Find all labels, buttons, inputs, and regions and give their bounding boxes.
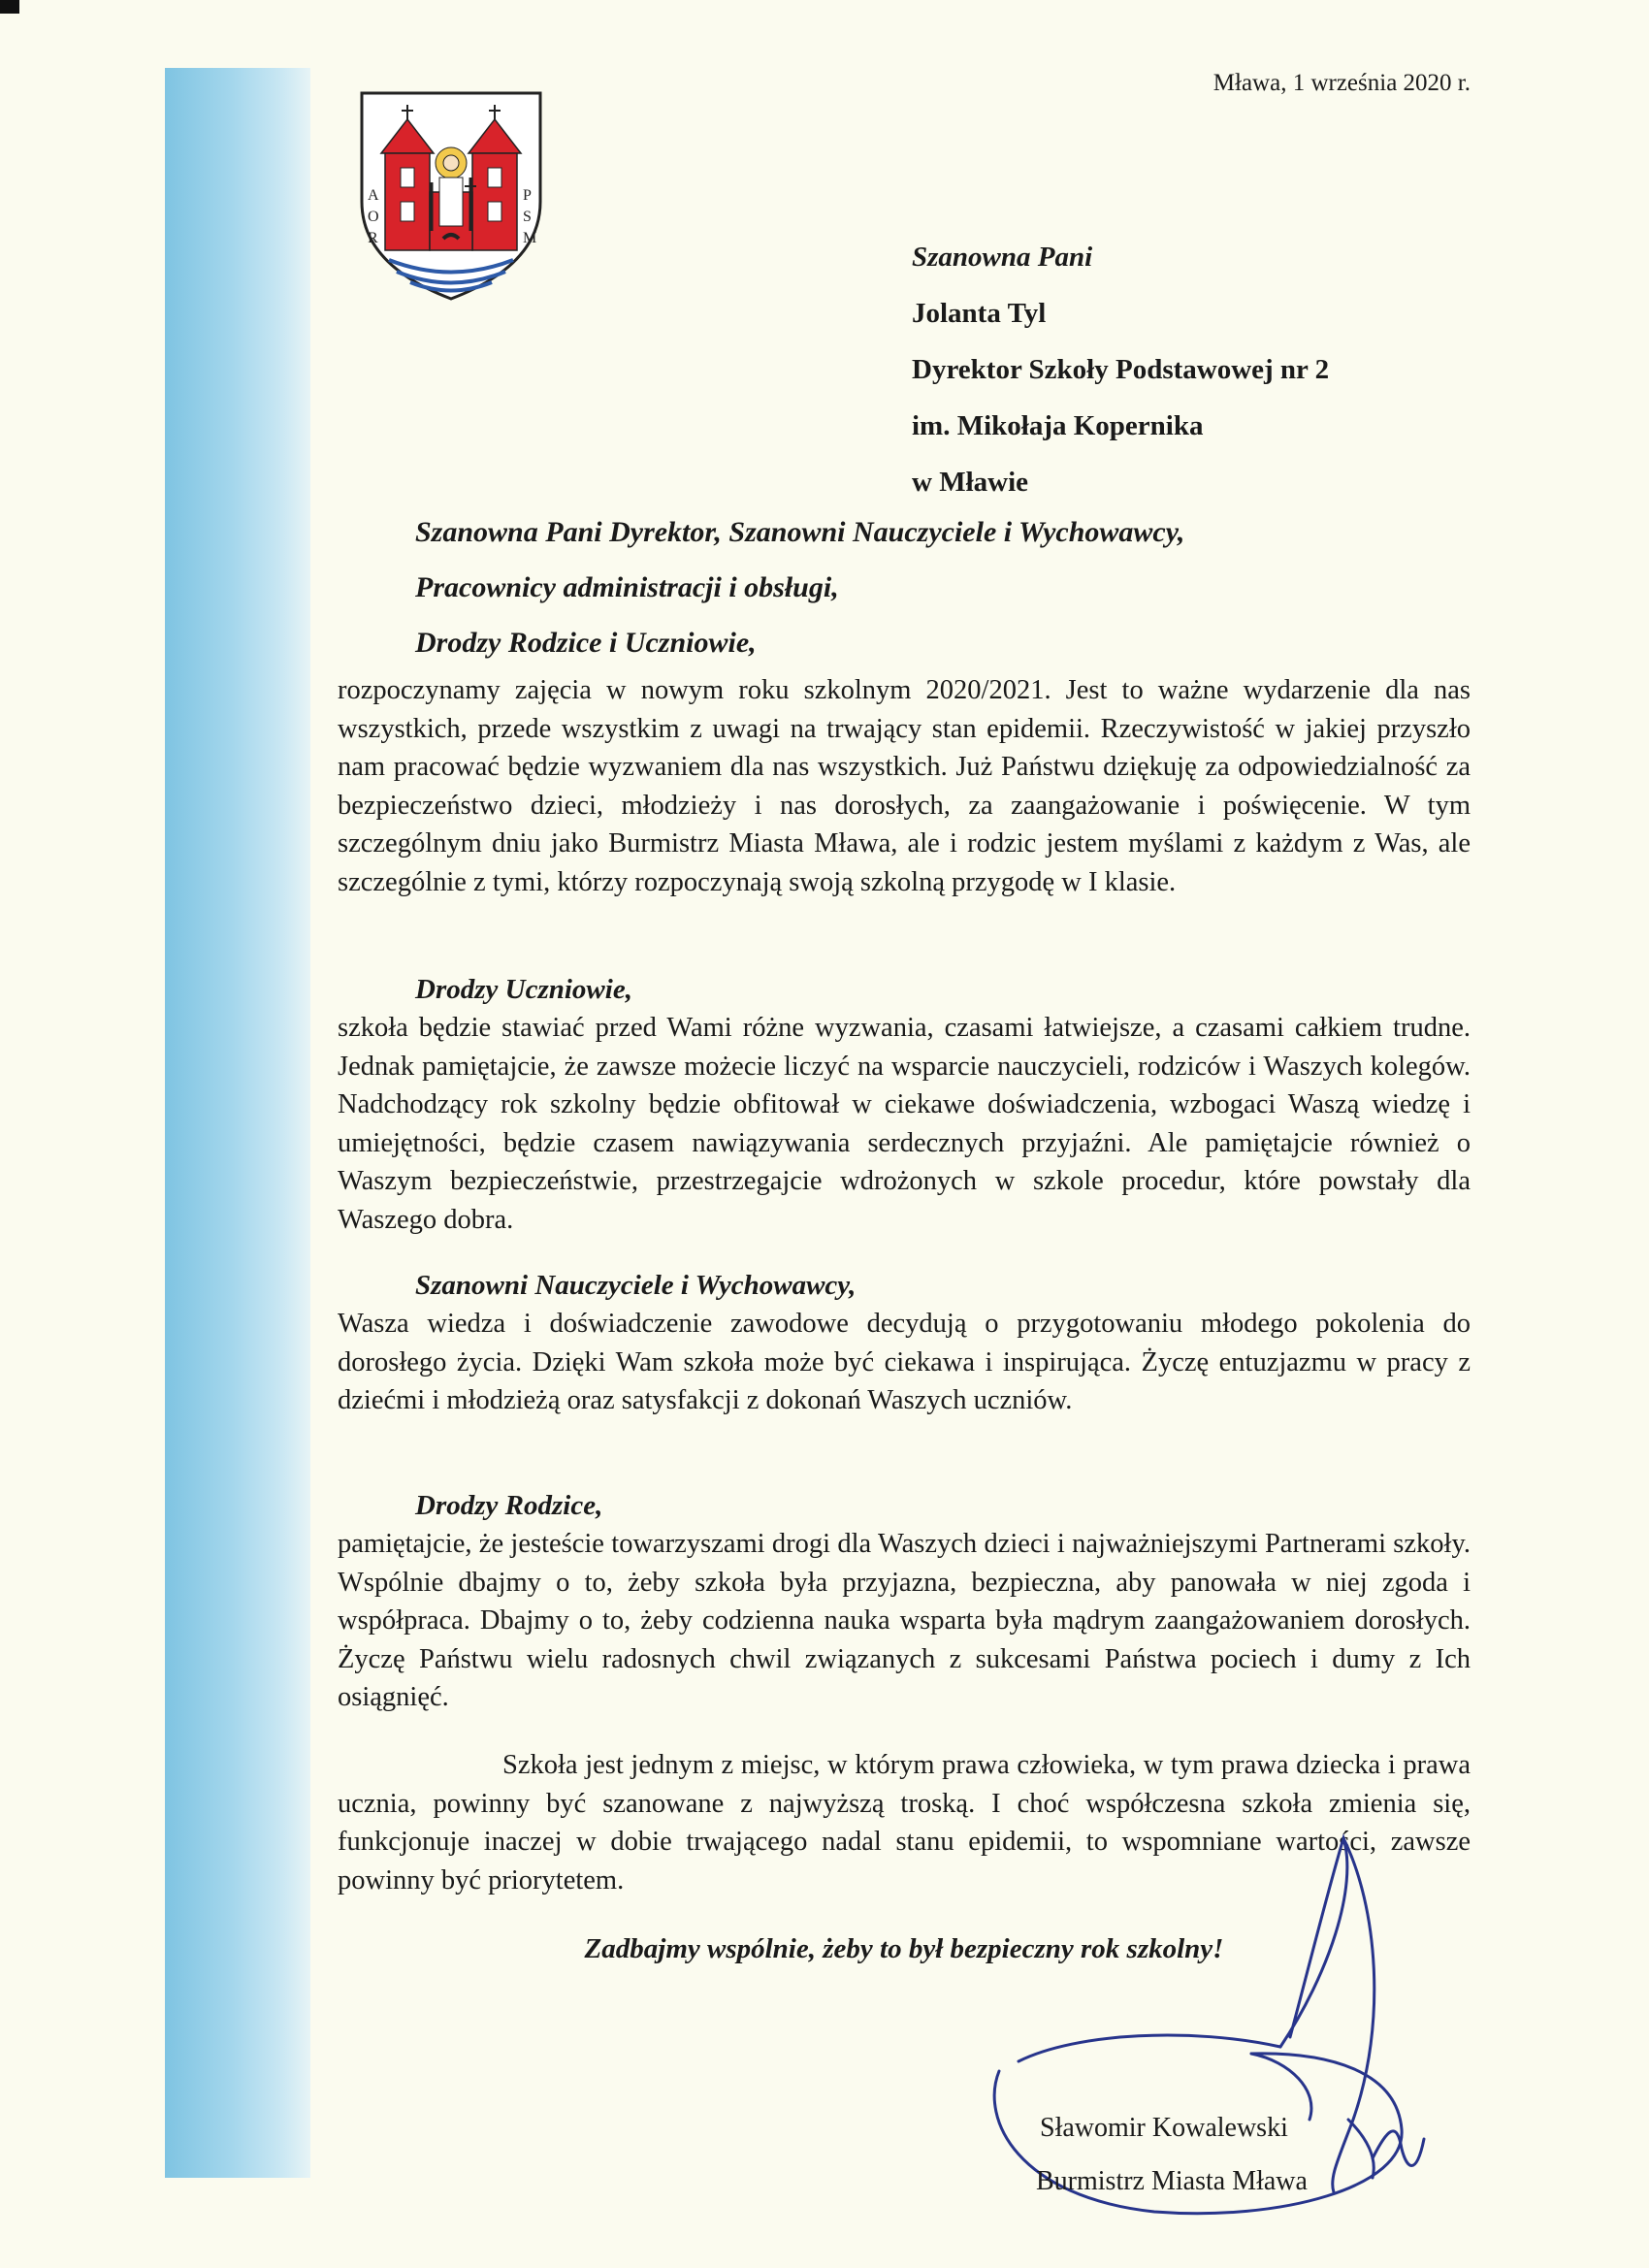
intro-paragraph: rozpoczynamy zajęcia w nowym roku szkolnym 2020/2021. Jest to ważne wydarzenie dla nas wszystkich, przede wszystkim z uwagi na trwający stan epidemii. Rzeczywistość w jakiej przyszło nam pracować będzie wyzwaniem dla nas wszystkich. Już Państwu dziękuję za odpowiedzialność za bezpieczeństwo dzieci, młodzieży i nas dorosłych, za zaangażowanie i poświęcenie. W tym szczególnym dniu jako Burmistrz Miasta Mława, ale i rodzic jestem myślami z każdym z Was, ale szczególnie z tymi, którzy rozpoczynają swoją szkolną przygodę w I klasie. <box>338 675 1471 897</box>
recipient-position: Dyrektor Szkoły Podstawowej nr 2 <box>912 354 1330 385</box>
greeting-line-3: Drodzy Rodzice i Uczniowie, <box>415 627 757 659</box>
recipient-salutation: Szanowna Pani <box>912 242 1093 273</box>
crest-letter-o: O <box>368 209 379 225</box>
teachers-paragraph: Wasza wiedza i doświadczenie zawodowe decydują o przygotowaniu młodego pokolenia do dorosłego życia. Dzięki Wam szkoła może być ciekawa i inspirująca. Życzę entuzjazmu w pracy z dziećmi i młodzieżą oraz satysfakcji z dokonań Waszych uczniów. <box>338 1309 1471 1415</box>
signatory-title: Burmistrz Miasta Mława <box>1036 2166 1308 2196</box>
rights-paragraph: Szkoła jest jednym z miejsc, w którym prawa człowieka, w tym prawa dziecka i prawa ucznia, powinny być szanowane z najwyższą troską. I choć współczesna szkoła zmienia się, funkcjonuje inaczej w dobie trwającego nadal stanu epidemii, to wspomniane wartości, zawsze powinny być priorytetem. <box>338 1750 1471 1895</box>
mlawa-coat-of-arms-icon <box>354 85 548 304</box>
teachers-heading: Szanowni Nauczyciele i Wychowawcy, <box>415 1270 857 1301</box>
closing-sentence: Zadbajmy wspólnie, żeby to był bezpieczny rok szkolny! <box>584 1933 1224 1964</box>
crest-letter-s: S <box>523 209 532 225</box>
crest-letter-m: M <box>523 230 537 246</box>
recipient-city: w Mławie <box>912 467 1028 498</box>
crest-letter-r: R <box>368 230 378 246</box>
crest-letter-p: P <box>523 187 532 204</box>
scan-corner-mark <box>0 0 19 14</box>
greeting-block <box>415 504 1184 670</box>
greeting-line-2: Pracownicy administracji i obsługi, <box>415 571 839 603</box>
recipient-name: Jolanta Tyl <box>912 298 1047 329</box>
parents-paragraph: pamiętajcie, że jesteście towarzyszami drogi dla Waszych dzieci i najważniejszymi Partnerami szkoły. Wspólnie dbajmy o to, żeby szkoła była przyjazna, bezpieczna, aby panowała w niej zgoda i współpraca. Dbajmy o to, żeby codzienna nauka wsparta była mądrym zaangażowaniem dorosłych. Życzę Państwu wielu radosnych chwil związanych z sukcesami Państwa pociech i dumy z Ich osiągnięć. <box>338 1529 1471 1712</box>
parents-section <box>338 1486 1471 1717</box>
recipient-school: im. Mikołaja Kopernika <box>912 410 1204 441</box>
crest-letter-a: A <box>368 187 379 204</box>
signatory-name: Sławomir Kowalewski <box>1040 2113 1288 2143</box>
teachers-section <box>338 1266 1471 1420</box>
greeting-line-1: Szanowna Pani Dyrektor, Szanowni Nauczyciele i Wychowawcy, <box>415 516 1185 548</box>
letter-date: Mława, 1 września 2020 r. <box>1212 70 1471 96</box>
students-heading: Drodzy Uczniowie, <box>415 974 632 1005</box>
students-section <box>338 970 1471 1239</box>
recipient-block <box>912 229 1329 510</box>
decorative-blue-strip <box>165 68 310 2178</box>
students-paragraph: szkoła będzie stawiać przed Wami różne wyzwania, czasami łatwiejsze, a czasami całkiem trudne. Jednak pamiętajcie, że zawsze możecie liczyć na wsparcie nauczycieli, rodziców i Waszych kolegów. Nadchodzący rok szkolny będzie obfitował w ciekawe doświadczenia, wzbogaci Waszą wiedzę i umiejętności, będzie czasem nawiązywania serdecznych przyjaźni. Ale pamiętajcie również o Waszym bezpieczeństwie, przestrzegajcie wdrożonych w szkole procedur, które powstały dla Waszego dobra. <box>338 1013 1471 1235</box>
parents-heading: Drodzy Rodzice, <box>415 1490 603 1521</box>
